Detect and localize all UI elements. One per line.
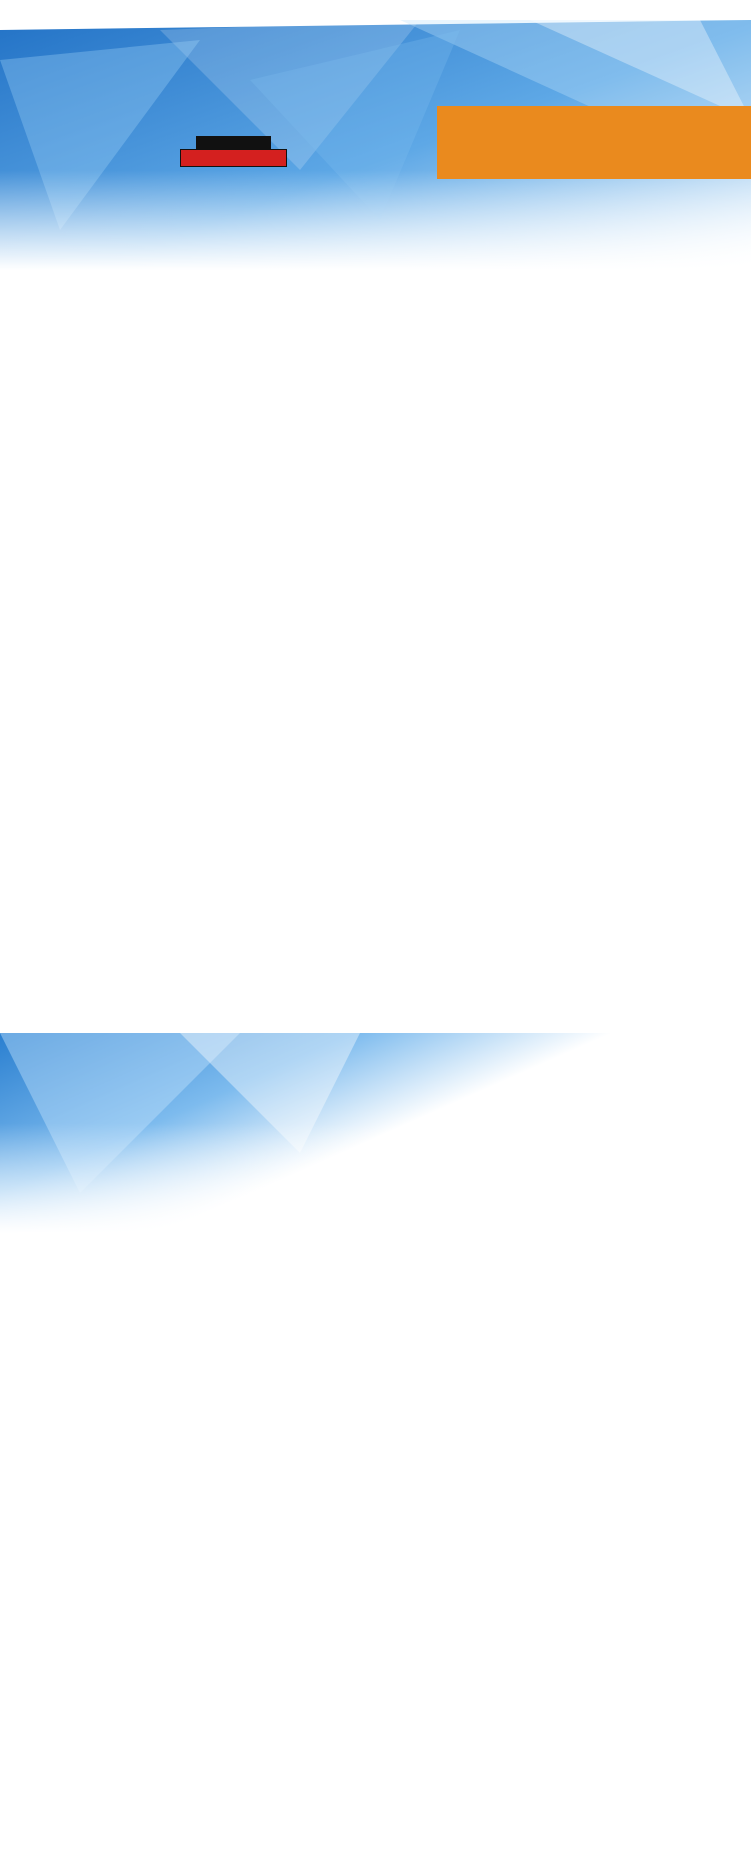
ckjs-logo-bottom (180, 149, 287, 167)
ckjs-logo-top (196, 136, 271, 149)
title-banner (437, 106, 751, 179)
ckjs-logo (180, 136, 287, 168)
sky-background-2 (0, 1033, 751, 1233)
sponsor-logo (333, 122, 423, 182)
article-page-2 (0, 1033, 751, 1871)
